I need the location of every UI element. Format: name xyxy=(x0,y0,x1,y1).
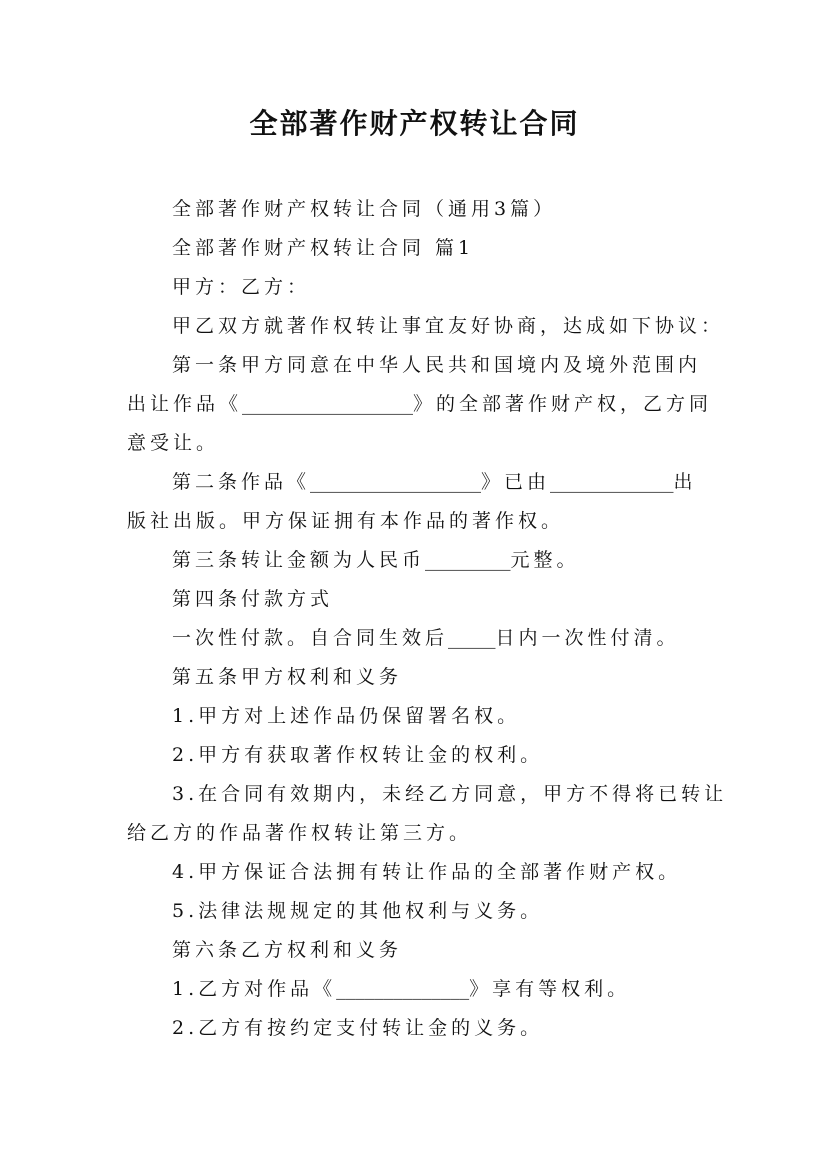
paragraph-line: 1.乙方对作品《______________》享有等权利。 xyxy=(172,978,631,1000)
paragraph-line: 出让作品《__________________》的全部著作财产权，乙方同 xyxy=(127,393,713,415)
preamble xyxy=(127,307,767,346)
paragraph-line: 甲方：乙方： xyxy=(172,276,311,298)
clause-5-item-2 xyxy=(127,736,767,775)
paragraph-line: 第二条作品《__________________》已由_____________出 xyxy=(172,471,697,493)
paragraph-line: 全部著作财产权转让合同（通用3篇） xyxy=(172,198,557,220)
paragraph-line: 3.在合同有效期内，未经乙方同意，甲方不得将已转让 xyxy=(172,783,728,805)
section-heading xyxy=(127,229,767,268)
blank-field: __________________ xyxy=(242,393,414,415)
paragraph-line: 给乙方的作品著作权转让第三方。 xyxy=(127,822,473,844)
paragraph-line: 第四条付款方式 xyxy=(172,588,334,610)
paragraph-line: 5.法律法规规定的其他权利与义务。 xyxy=(172,900,544,922)
paragraph-line: 甲乙双方就著作权转让事宜友好协商，达成如下协议： xyxy=(172,315,725,337)
paragraph-line: 版社出版。甲方保证拥有本作品的著作权。 xyxy=(127,510,565,532)
paragraph-line: 第一条甲方同意在中华人民共和国境内及境外范围内 xyxy=(172,354,702,376)
parties-line xyxy=(127,268,767,307)
paragraph-line: 2.乙方有按约定支付转让金的义务。 xyxy=(172,1017,544,1039)
clause-1 xyxy=(127,346,767,463)
paragraph-line: 意受让。 xyxy=(127,432,220,454)
clause-5-heading xyxy=(127,658,767,697)
clause-6-item-1 xyxy=(127,970,767,1009)
clause-2 xyxy=(127,463,767,541)
paragraph-line: 全部著作财产权转让合同 篇1 xyxy=(172,237,475,259)
clause-4-heading xyxy=(127,580,767,619)
paragraph-line: 1.甲方对上述作品仍保留署名权。 xyxy=(172,705,521,727)
document-body xyxy=(127,190,767,1048)
clause-6-heading xyxy=(127,931,767,970)
document-title: 全部著作财产权转让合同 xyxy=(249,107,580,140)
blank-field: ______________ xyxy=(336,978,470,1000)
collection-title xyxy=(127,190,767,229)
paragraph-line: 4.甲方保证合法拥有转让作品的全部著作财产权。 xyxy=(172,861,682,883)
blank-field: _____________ xyxy=(550,471,674,493)
blank-field: _________ xyxy=(425,549,511,571)
clause-3 xyxy=(127,541,767,580)
blank-field: __________________ xyxy=(310,471,482,493)
paragraph-line: 第三条转让金额为人民币_________元整。 xyxy=(172,549,580,571)
paragraph-line: 一次性付款。自合同生效后_____日内一次性付清。 xyxy=(172,627,680,649)
clause-4-body xyxy=(127,619,767,658)
paragraph-line: 第五条甲方权利和义务 xyxy=(172,666,403,688)
paragraph-line: 2.甲方有获取著作权转让金的权利。 xyxy=(172,744,544,766)
clause-5-item-4 xyxy=(127,853,767,892)
blank-field: _____ xyxy=(448,627,496,649)
clause-6-item-2 xyxy=(127,1009,767,1048)
paragraph-line: 第六条乙方权利和义务 xyxy=(172,939,403,961)
clause-5-item-5 xyxy=(127,892,767,931)
clause-5-item-3 xyxy=(127,775,767,853)
clause-5-item-1 xyxy=(127,697,767,736)
